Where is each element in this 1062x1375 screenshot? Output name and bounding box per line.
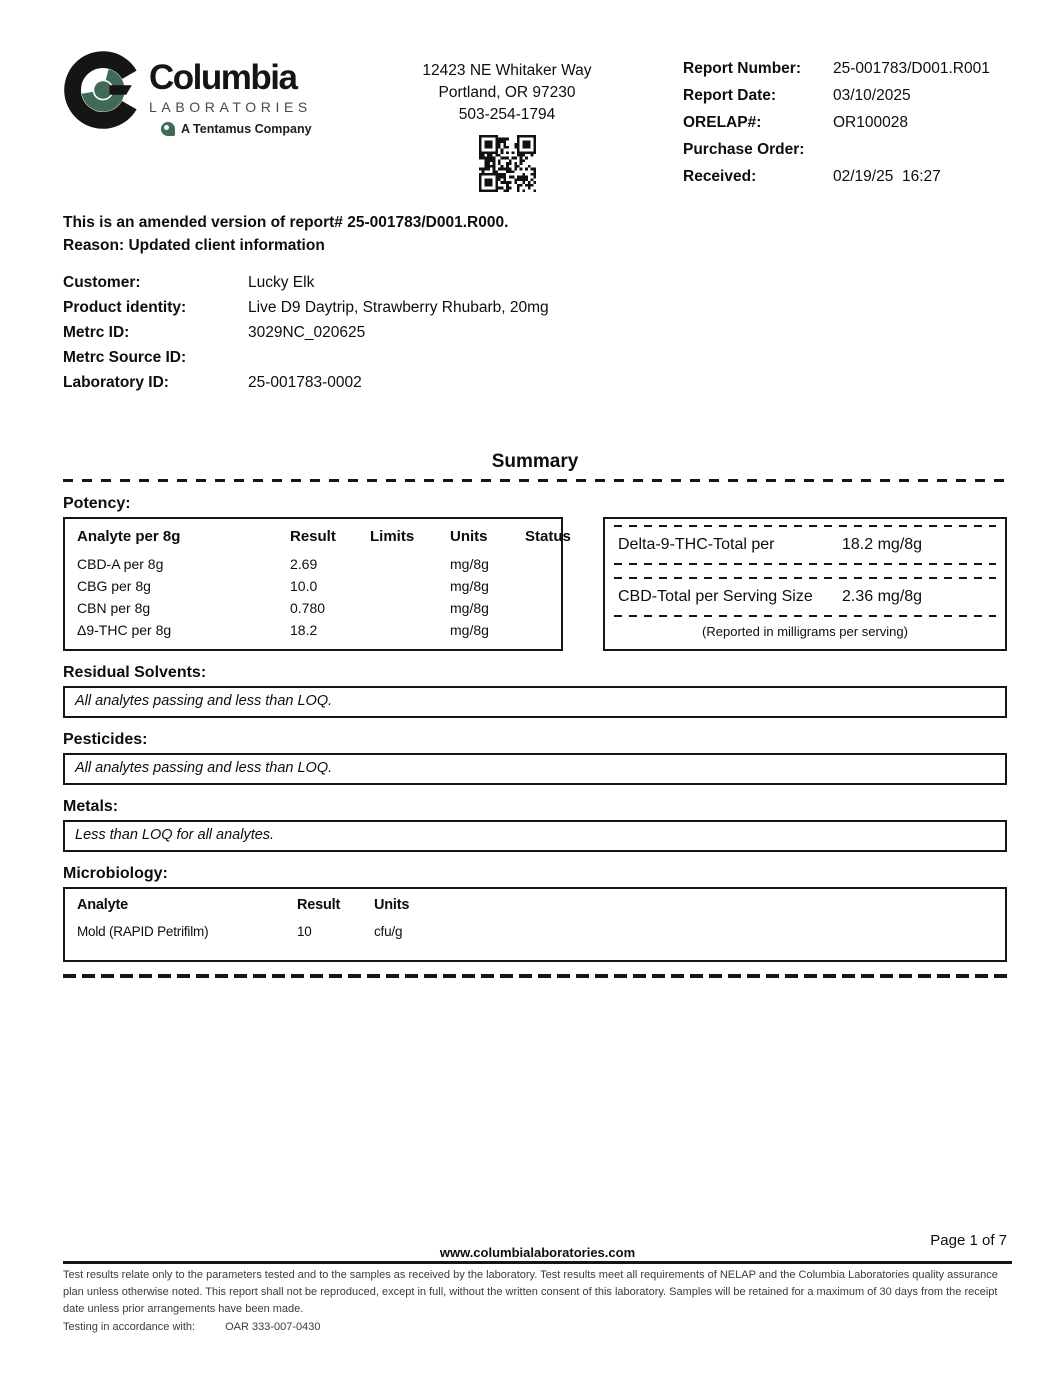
cbd-total-label: CBD-Total per Serving Size <box>618 587 813 605</box>
micro-col-analyte: Analyte <box>77 896 128 913</box>
metrc-id-label: Metrc ID: <box>63 324 130 341</box>
potency-col-result: Result <box>290 527 336 545</box>
potency-row-result: 2.69 <box>290 555 318 572</box>
logo-tagline: A Tentamus Company <box>181 122 312 136</box>
residual-solvents-result: All analytes passing and less than LOQ. <box>63 686 1007 718</box>
potency-col-limits: Limits <box>370 527 415 545</box>
logo-subtitle: LABORATORIES <box>149 99 312 115</box>
pesticides-heading: Pesticides: <box>63 730 148 748</box>
accordance-label: Testing in accordance with: <box>63 1321 196 1334</box>
report-number-value: 25-001783/D001.R001 <box>833 60 990 77</box>
microbiology-heading: Microbiology: <box>63 864 168 882</box>
totals-note: (Reported in milligrams per serving) <box>702 623 908 639</box>
laboratory-id-label: Laboratory ID: <box>63 374 169 391</box>
potency-row-limits <box>370 619 450 641</box>
metals-heading: Metals: <box>63 797 119 815</box>
potency-row-limits <box>370 575 450 597</box>
micro-row-analyte: Mold (RAPID Petrifilm) <box>77 923 209 939</box>
potency-row-status <box>525 553 571 575</box>
potency-row-units: mg/8g <box>450 577 489 594</box>
footer-disclaimer: Test results relate only to the parameters tested and to the samples as received by the laboratory. Test results meet all requirements of NELAP and the Columbia Laboratories quality assurance plan unless otherwise noted. This report shall not be reproduced, except in full, without the written consent of this laboratory. Samples will be retained for a maximum of 30 days from the receipt date unless prior arrangements have been made. <box>63 1269 998 1316</box>
potency-row-units: mg/8g <box>450 555 489 572</box>
potency-col-analyte: Analyte per 8g <box>77 527 181 545</box>
laboratory-id-value: 25-001783-0002 <box>248 374 362 391</box>
potency-row-limits <box>370 553 450 575</box>
report-info-block <box>683 50 1007 195</box>
report-header <box>63 50 1007 195</box>
potency-table <box>63 517 571 651</box>
metrc-source-id-label: Metrc Source ID: <box>63 349 187 366</box>
accordance-value: OAR 333-007-0430 <box>225 1321 321 1334</box>
orelap-label: ORELAP#: <box>683 114 762 131</box>
potency-row-analyte: CBN per 8g <box>77 599 151 616</box>
summary-title: Summary <box>491 450 579 472</box>
metals-result: Less than LOQ for all analytes. <box>63 820 1007 852</box>
report-date-value: 03/10/2025 <box>833 87 911 104</box>
metrc-id-value: 3029NC_020625 <box>248 324 366 341</box>
potency-row-limits <box>370 597 450 619</box>
micro-row-units: cfu/g <box>374 923 403 939</box>
lab-contact-block <box>331 50 683 192</box>
potency-row-units: mg/8g <box>450 599 489 616</box>
pesticides-result: All analytes passing and less than LOQ. <box>63 753 1007 785</box>
report-footer <box>63 1232 1012 1333</box>
purchase-order-label: Purchase Order: <box>683 141 805 158</box>
micro-row-result: 10 <box>297 923 312 939</box>
lab-address-line2: Portland, OR 97230 <box>438 84 576 101</box>
thc-total-label: Delta-9-THC-Total per <box>618 535 775 553</box>
logo-wordmark: Columbia <box>149 58 297 97</box>
amendment-line1: This is an amended version of report# 25-001783/D001.R000. <box>63 214 509 231</box>
potency-row-status <box>525 575 571 597</box>
potency-row-units: mg/8g <box>450 621 489 638</box>
potency-row-status <box>525 597 571 619</box>
potency-row-result: 10.0 <box>290 577 318 594</box>
cbd-total-value: 2.36 mg/8g <box>842 587 923 605</box>
product-identity-value: Live D9 Daytrip, Strawberry Rhubarb, 20mg <box>248 299 549 316</box>
columbia-logo-mark-icon <box>63 50 143 136</box>
potency-row-result: 0.780 <box>290 599 326 616</box>
customer-value: Lucky Elk <box>248 274 315 291</box>
potency-row-status <box>525 619 571 641</box>
potency-row-analyte: CBG per 8g <box>77 577 151 594</box>
lab-address-line1: 12423 NE Whitaker Way <box>422 62 592 79</box>
received-value: 02/19/25 16:27 <box>833 168 941 185</box>
tentamus-icon <box>161 122 175 136</box>
amendment-note <box>63 211 1007 257</box>
summary-end-dashed-divider <box>63 974 1007 978</box>
micro-col-result: Result <box>297 896 341 913</box>
report-date-label: Report Date: <box>683 87 777 104</box>
product-identity-label: Product identity: <box>63 299 187 316</box>
lab-phone: 503-254-1794 <box>458 106 556 123</box>
website-link[interactable]: www.columbialaboratories.com <box>439 1245 636 1260</box>
purchase-order-value <box>833 141 1007 158</box>
amendment-line2: Reason: Updated client information <box>63 237 325 254</box>
microbiology-table <box>63 887 1007 962</box>
qr-code <box>479 135 536 192</box>
customer-label: Customer: <box>63 274 141 291</box>
micro-col-units: Units <box>374 896 410 913</box>
dashed-rule <box>614 615 996 617</box>
footer-rule <box>63 1261 1012 1264</box>
orelap-value: OR100028 <box>833 114 908 131</box>
potency-row-analyte: CBD-A per 8g <box>77 555 164 572</box>
residual-solvents-heading: Residual Solvents: <box>63 663 207 681</box>
report-number-label: Report Number: <box>683 60 801 77</box>
potency-heading: Potency: <box>63 494 131 512</box>
sample-info-block <box>63 275 1007 391</box>
columbia-logo <box>63 50 331 136</box>
summary-dashed-divider <box>63 479 1007 482</box>
potency-col-status: Status <box>525 527 571 545</box>
potency-row-result: 18.2 <box>290 621 318 638</box>
potency-col-units: Units <box>450 527 488 545</box>
page-number: Page 1 of 7 <box>930 1232 1007 1249</box>
received-label: Received: <box>683 168 757 185</box>
potency-row-analyte: Δ9-THC per 8g <box>77 621 172 638</box>
thc-total-value: 18.2 mg/8g <box>842 535 923 553</box>
potency-totals-panel <box>603 517 1007 651</box>
